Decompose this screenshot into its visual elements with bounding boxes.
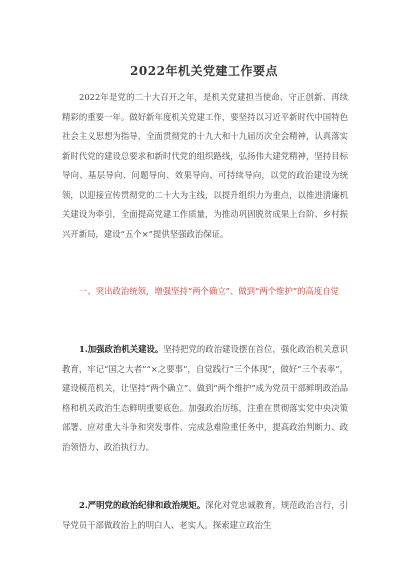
item-1-body: 坚持把党的政治建设摆在首位，强化政治机关意识教育，牢记“国之大者”“×之要事”，自觉践行“三个体现”，做好“三个表率”，建设模范机关，让坚持“两个确立”、做到“两个维护”成为党员干部鲜明政治品格和机关政治生态鲜明重要底色。加强政治历练，注重在贯彻落实党中央决策部署、应对重大斗争和突发事件、完成急难险重任务中，提高政治判断力、政治领悟力、政治执行力。 xyxy=(62,344,348,452)
item-2-body: 深化对党忠诚教育，规范政治言行，引导党员干部做政治上的明白人、老实人。探索建立政治生 xyxy=(62,500,348,530)
item-2-paragraph xyxy=(62,496,348,535)
intro-paragraph: 2022年是党的二十大召开之年，是机关党建担当使命、守正创新、再续精彩的重要一年。做好新年度机关党建工作，要坚持以习近平新时代中国特色社会主义思想为指导，全面贯彻党的十九大和十九届历次全会精神，认真落实新时代党的建设总要求和新时代党的组织路线，弘扬伟大建党精神，坚持目标导向、基层导向、问题导向、效果导向、可持续导向，以党的政治建设为统领，以迎接宣传贯彻党的二十大为主线，以提升组织力为重点，以推进清廉机关建设为牵引，全面提高党建工作质量，为推动巩固脱贫成果上台阶、乡村振兴开新局，建设“五个×”提供坚强政治保证。 xyxy=(62,92,348,239)
item-2-lead: 2.严明党的政治纪律和政治规矩。 xyxy=(79,500,206,510)
document-title: 2022年机关党建工作要点 xyxy=(130,64,278,78)
item-1-paragraph xyxy=(62,340,348,457)
item-1-lead: 1.加强政治机关建设。 xyxy=(79,344,164,354)
section-heading-1: 一、突出政治统领，增强坚持“两个确立”、做到“两个维护”的高度自觉 xyxy=(79,286,339,296)
